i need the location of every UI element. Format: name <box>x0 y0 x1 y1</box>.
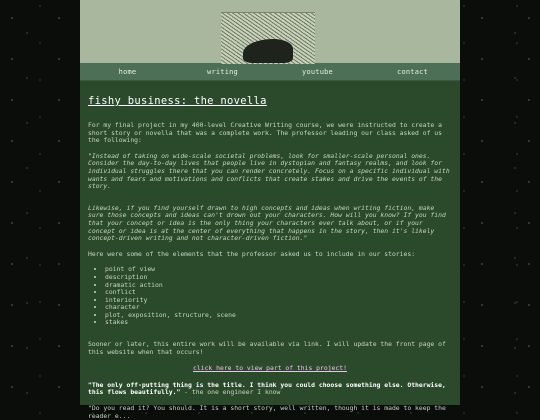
nav-home[interactable]: home <box>118 67 137 76</box>
list-item: • stakes <box>105 319 452 327</box>
testimonial-attribution: - the one engineer I know <box>180 388 281 397</box>
elements-intro: Here were some of the elements that the professor asked us to include in our stories: <box>88 249 416 258</box>
list-item: • description <box>105 274 452 282</box>
banner-illustration <box>221 12 315 64</box>
elements-list <box>88 266 452 327</box>
nav-youtube[interactable]: youtube <box>302 67 333 76</box>
bird-silhouette <box>243 39 293 63</box>
professor-quote-1: "Instead of taking on wide-scale societal problems, look for smaller-scale personal ones. Consider the day-to-day lives that people live in dystopian and fantasy realms, and look for individual struggles there that you can render concretely. Focus on a specific individual with wants and fears and motivations and conflicts that create stakes and drive the events of the story. <box>88 151 450 191</box>
page-container <box>80 0 460 420</box>
list-item: • plot, exposition, structure, scene <box>105 312 452 320</box>
project-link-wrapper <box>88 365 452 373</box>
nav-bar <box>80 63 460 81</box>
nav-contact[interactable]: contact <box>397 67 428 76</box>
intro-paragraph: For my final project in my 400-level Creative Writing course, we were instructed to create a short story or novella that was a complete work. The professor leading our class asked of us the following: <box>88 121 442 145</box>
list-item: • dramatic action <box>105 282 452 290</box>
header-banner <box>80 0 460 63</box>
cutoff-paragraph: "Do you read it? You should. It is a short story, well written, though it is made to keep the reader e... <box>88 404 446 420</box>
testimonial-quote: "The only off-putting thing is the title. I think you could choose something else. Otherwise, this flows beautifully." <box>88 380 446 397</box>
list-item: • interiority <box>105 297 452 305</box>
nav-writing[interactable]: writing <box>207 67 238 76</box>
closing-paragraph: Sooner or later, this entire work will be available via link. I will update the front page of this website when that occurs! <box>88 340 446 356</box>
view-project-link[interactable]: click here to view part of this project! <box>193 364 347 373</box>
professor-quote-2: Likewise, if you find yourself drawn to high concepts and ideas when writing fiction, make sure those concepts and ideas can't drown out your characters. How will you know? If you find that your concept or idea is the only thing your characters ever talk about, or if your concept or idea is at the center of everything that happens in the story, then it's likely concept-driven writing and not character-driven fiction." <box>88 203 446 243</box>
list-item: • character <box>105 304 452 312</box>
list-item: • conflict <box>105 289 452 297</box>
testimonial <box>88 382 452 397</box>
page-title: fishy business: the novella <box>88 95 267 107</box>
list-item: • point of view <box>105 266 452 274</box>
main-content <box>80 81 460 420</box>
